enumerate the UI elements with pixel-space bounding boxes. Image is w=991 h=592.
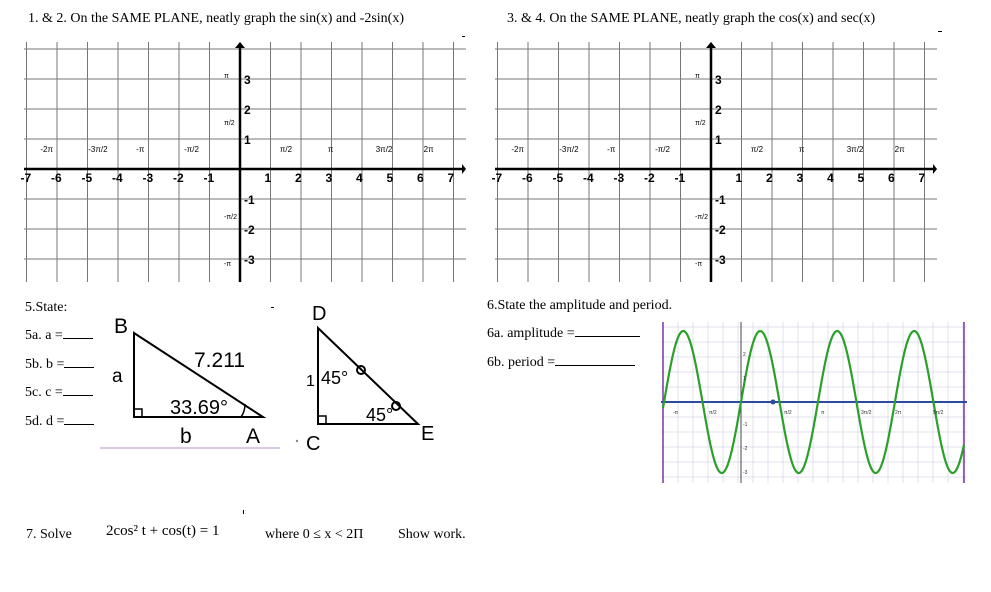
x-int-label: 1 — [264, 171, 272, 185]
q6a-label: 6a. amplitude = — [487, 326, 575, 341]
x-pi-label: -3π/2 — [559, 145, 579, 154]
y-pi-label: -π — [224, 261, 232, 269]
y-pi-label: π/2 — [695, 119, 706, 127]
vertex-E: E — [421, 423, 435, 445]
hypotenuse-label: 7.211 — [194, 349, 245, 372]
side-b: b — [180, 425, 192, 448]
graph-grid-1 — [20, 42, 466, 282]
x-pi-label: 2π — [423, 145, 434, 154]
q5c-label: 5c. c = — [25, 385, 63, 400]
x-pi-label: -2π — [511, 145, 525, 154]
x-int-label: -3 — [142, 171, 154, 185]
dot — [296, 440, 298, 442]
x-pi-label: -π/2 — [655, 145, 670, 154]
side-a: a — [112, 366, 123, 387]
x-int-label: 4 — [827, 171, 834, 185]
x-label: -π — [673, 410, 679, 416]
q5a — [25, 328, 93, 344]
x-int-label: -7 — [20, 171, 32, 185]
q5-title: 5.State: — [25, 300, 68, 315]
y-int-label: -2 — [715, 223, 726, 237]
x-int-label: -3 — [613, 171, 625, 185]
x-label: π/2 — [709, 410, 717, 416]
x-axis-arrow — [462, 164, 466, 174]
graph-grid-2 — [491, 42, 937, 282]
x-label: 2π — [895, 410, 902, 416]
y-int-label: 2 — [244, 103, 251, 117]
answer-blank[interactable] — [555, 365, 635, 366]
x-int-label: -5 — [552, 171, 564, 185]
x-pi-label: 3π/2 — [375, 145, 393, 154]
x-pi-label: π/2 — [279, 145, 293, 154]
x-int-label: 2 — [766, 171, 773, 185]
y-int-label: 1 — [244, 133, 251, 147]
x-int-label: 1 — [735, 171, 743, 185]
x-int-label: -1 — [674, 171, 686, 185]
x-pi-label: -π — [607, 145, 616, 154]
x-int-label: 4 — [356, 171, 363, 185]
q12-title: 1. & 2. On the SAME PLANE, neatly graph the sin(x) and -2sin(x) — [28, 11, 404, 26]
x-pi-label: -3π/2 — [88, 145, 108, 154]
right-angle-mark — [318, 416, 326, 424]
y-pi-label: π/2 — [224, 119, 235, 127]
y-pi-label: -π/2 — [224, 214, 237, 222]
x-int-label: -1 — [203, 171, 215, 185]
y-axis-arrow — [235, 42, 245, 48]
x-int-label: 3 — [325, 171, 333, 185]
x-pi-label: 2π — [894, 145, 905, 154]
x-int-label: -2 — [644, 171, 655, 185]
y-int-label: -3 — [715, 253, 726, 267]
x-int-label: 5 — [386, 171, 394, 185]
answer-blank[interactable] — [575, 336, 640, 337]
q7-instruction: Show work. — [398, 527, 466, 542]
x-int-label: 2 — [295, 171, 302, 185]
q6b — [487, 355, 635, 371]
x-label: π — [821, 410, 825, 416]
y-int-label: -2 — [244, 223, 255, 237]
q7-condition: where 0 ≤ x < 2Π — [265, 527, 364, 542]
q34-title: 3. & 4. On the SAME PLANE, neatly graph the cos(x) and sec(x) — [507, 11, 876, 26]
y-pi-label: π — [695, 72, 700, 80]
answer-blank[interactable] — [64, 367, 94, 368]
angle-45-bottom: 45° — [366, 405, 394, 425]
y-int-label: -1 — [244, 193, 255, 207]
x-pi-label: -π — [136, 145, 145, 154]
y-label: 1 — [743, 376, 746, 382]
vertex-C: C — [306, 433, 321, 455]
x-int-label: 5 — [857, 171, 865, 185]
q6b-label: 6b. period = — [487, 355, 556, 370]
x-pi-label: π — [798, 145, 805, 154]
axis-labels — [492, 73, 926, 268]
answer-blank[interactable] — [64, 424, 94, 425]
x-int-label: 7 — [447, 171, 455, 185]
x-label: π/2 — [784, 410, 792, 416]
angle-label: 33.69° — [170, 397, 229, 419]
x-int-label: -5 — [81, 171, 93, 185]
vertex-D: D — [312, 303, 327, 325]
answer-blank[interactable] — [63, 338, 93, 339]
y-label: -1 — [743, 422, 748, 428]
x-int-label: 6 — [417, 171, 424, 185]
y-label: -3 — [743, 470, 748, 476]
vertex-A: A — [246, 425, 261, 448]
x-axis-arrow — [933, 164, 937, 174]
axis-labels — [21, 73, 455, 268]
x-pi-label: -π/2 — [184, 145, 199, 154]
y-int-label: -3 — [244, 253, 255, 267]
x-pi-label: -2π — [40, 145, 54, 154]
q5b — [25, 357, 94, 373]
x-int-label: -2 — [173, 171, 184, 185]
x-pi-label: π/2 — [750, 145, 764, 154]
x-pi-label: 3π/2 — [846, 145, 864, 154]
y-axis-arrow — [706, 42, 716, 48]
q5d-label: 5d. d = — [25, 414, 65, 429]
q5c — [25, 385, 93, 401]
angle-arc — [241, 404, 245, 417]
q6-title: 6.State the amplitude and period. — [487, 298, 673, 313]
vertex-B: B — [114, 315, 129, 338]
y-pi-label: -π/2 — [695, 214, 708, 222]
y-int-label: 2 — [715, 103, 722, 117]
y-label: -2 — [743, 446, 748, 452]
q7-label: 7. Solve — [26, 527, 72, 542]
answer-blank[interactable] — [63, 395, 93, 396]
mark — [243, 510, 244, 514]
x-int-label: -6 — [522, 171, 533, 185]
q5a-label: 5a. a = — [25, 328, 63, 343]
y-label: 2 — [743, 352, 746, 358]
right-angle-mark — [134, 409, 142, 417]
angle-45-top: 45° — [321, 368, 349, 388]
x-pi-label: π — [327, 145, 334, 154]
q5d — [25, 414, 94, 430]
y-pi-label: -π — [695, 261, 703, 269]
y-int-label: 3 — [715, 73, 722, 87]
x-int-label: 6 — [888, 171, 895, 185]
y-int-label: 3 — [244, 73, 251, 87]
q6-sine-graph — [661, 322, 967, 483]
y-int-label: 1 — [715, 133, 722, 147]
triangles-figure — [100, 300, 460, 460]
y-int-label: -1 — [715, 193, 726, 207]
x-int-label: 7 — [918, 171, 926, 185]
x-int-label: -6 — [51, 171, 62, 185]
y-pi-label: π — [224, 72, 229, 80]
mark — [938, 31, 942, 32]
mark — [462, 36, 465, 37]
q6a — [487, 326, 640, 342]
x-label: 5π/2 — [933, 410, 944, 416]
q7-equation: 2cos² t + cos(t) = 1 — [106, 523, 220, 539]
x-int-label: -4 — [583, 171, 594, 185]
q5b-label: 5b. b = — [25, 357, 65, 372]
point — [771, 400, 776, 405]
x-int-label: 3 — [796, 171, 804, 185]
x-label: 3π/2 — [861, 410, 872, 416]
x-int-label: -4 — [112, 171, 123, 185]
side-1: 1 — [306, 373, 315, 390]
x-int-label: -7 — [491, 171, 503, 185]
